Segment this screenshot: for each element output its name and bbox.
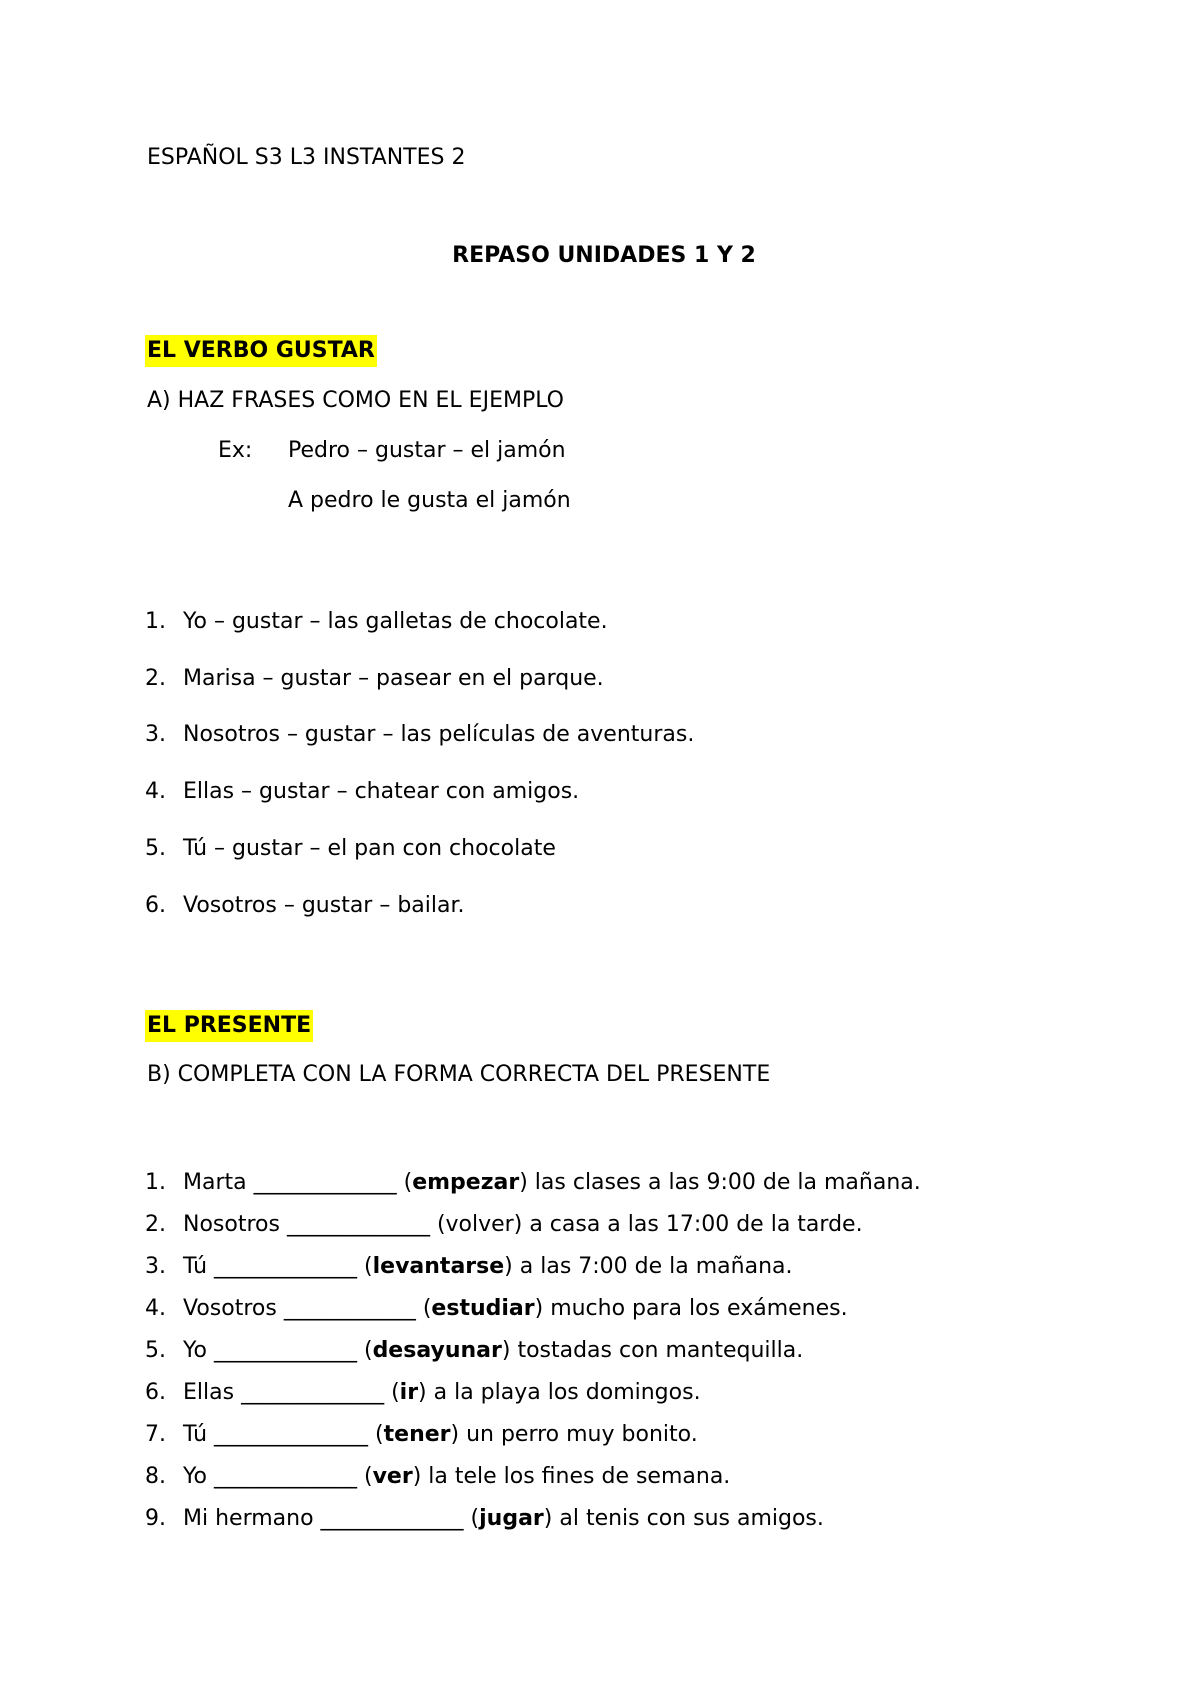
item-subject: Yo — [183, 1338, 207, 1363]
item-text: Mi hermano _____________ (jugar) al tenis con sus amigos. — [183, 1506, 824, 1531]
item-rest: a la playa los domingos. — [433, 1380, 701, 1405]
item-verb: ver — [372, 1464, 413, 1489]
item-number: 9. — [145, 1506, 166, 1531]
item-number: 2. — [145, 666, 166, 691]
item-verb: jugar — [479, 1506, 544, 1531]
item-number: 8. — [145, 1464, 166, 1489]
section-b-instruction: B) COMPLETA CON LA FORMA CORRECTA DEL PRESENTE — [147, 1062, 771, 1087]
item-rest: las clases a las 9:00 de la mañana. — [534, 1170, 921, 1195]
section-b-heading-text: EL PRESENTE — [145, 1010, 313, 1042]
item-text: Nosotros _____________ (volver) a casa a las 17:00 de la tarde. — [183, 1212, 863, 1237]
item-text: Ellas – gustar – chatear con amigos. — [183, 779, 580, 804]
item-rest: un perro muy bonito. — [466, 1422, 698, 1447]
page-title: REPASO UNIDADES 1 Y 2 — [452, 243, 756, 268]
item-number: 5. — [145, 1338, 166, 1363]
example-answer: A pedro le gusta el jamón — [288, 488, 571, 513]
answer-blank[interactable]: _____________ — [213, 1464, 357, 1489]
item-subject: Marta — [183, 1170, 247, 1195]
item-text: Tú ______________ (tener) un perro muy bonito. — [183, 1422, 698, 1447]
answer-blank[interactable]: _____________ — [320, 1506, 464, 1531]
item-text: Nosotros – gustar – las películas de aventuras. — [183, 722, 695, 747]
item-rest: tostadas con mantequilla. — [517, 1338, 804, 1363]
item-verb: ir — [399, 1380, 419, 1405]
item-subject: Nosotros — [183, 1212, 280, 1237]
section-b-heading — [145, 1015, 313, 1037]
item-subject: Yo — [183, 1464, 207, 1489]
section-a-heading-text: EL VERBO GUSTAR — [145, 335, 377, 367]
item-text: Tú _____________ (levantarse) a las 7:00 de la mañana. — [183, 1254, 793, 1279]
answer-blank[interactable]: ____________ — [283, 1296, 416, 1321]
item-number: 6. — [145, 1380, 166, 1405]
item-subject: Tú — [183, 1254, 208, 1279]
item-subject: Tú — [183, 1422, 208, 1447]
item-subject: Mi hermano — [183, 1506, 314, 1531]
item-rest: mucho para los exámenes. — [550, 1296, 848, 1321]
item-number: 7. — [145, 1422, 166, 1447]
item-subject: Ellas — [183, 1380, 235, 1405]
item-text: Yo _____________ (ver) la tele los fines de semana. — [183, 1464, 731, 1489]
item-number: 3. — [145, 1254, 166, 1279]
item-text: Ellas _____________ (ir) a la playa los domingos. — [183, 1380, 701, 1405]
item-text: Yo _____________ (desayunar) tostadas con mantequilla. — [183, 1338, 804, 1363]
answer-blank[interactable]: _____________ — [213, 1338, 357, 1363]
item-text: Vosotros – gustar – bailar. — [183, 893, 465, 918]
item-subject: Vosotros — [183, 1296, 277, 1321]
item-number: 3. — [145, 722, 166, 747]
example-prompt: Pedro – gustar – el jamón — [288, 438, 566, 463]
item-text: Yo – gustar – las galletas de chocolate. — [183, 609, 608, 634]
section-a-heading — [145, 340, 377, 362]
item-number: 1. — [145, 609, 166, 634]
example-label: Ex: — [218, 438, 253, 463]
item-number: 4. — [145, 779, 166, 804]
item-verb: desayunar — [372, 1338, 502, 1363]
item-rest: al tenis con sus amigos. — [559, 1506, 824, 1531]
item-text: Vosotros ____________ (estudiar) mucho para los exámenes. — [183, 1296, 848, 1321]
item-verb: volver — [445, 1212, 514, 1237]
answer-blank[interactable]: _____________ — [241, 1380, 385, 1405]
item-number: 5. — [145, 836, 166, 861]
course-line: ESPAÑOL S3 L3 INSTANTES 2 — [147, 145, 466, 170]
answer-blank[interactable]: _____________ — [253, 1170, 397, 1195]
item-rest: a las 7:00 de la mañana. — [519, 1254, 793, 1279]
item-verb: levantarse — [372, 1254, 505, 1279]
item-verb: tener — [383, 1422, 451, 1447]
item-verb: estudiar — [431, 1296, 535, 1321]
item-number: 1. — [145, 1170, 166, 1195]
item-text: Tú – gustar – el pan con chocolate — [183, 836, 556, 861]
item-number: 2. — [145, 1212, 166, 1237]
item-rest: a casa a las 17:00 de la tarde. — [529, 1212, 863, 1237]
item-verb: empezar — [412, 1170, 520, 1195]
item-text: Marta _____________ (empezar) las clases a las 9:00 de la mañana. — [183, 1170, 921, 1195]
item-rest: la tele los fines de semana. — [428, 1464, 731, 1489]
section-a-instruction: A) HAZ FRASES COMO EN EL EJEMPLO — [147, 388, 565, 413]
answer-blank[interactable]: ______________ — [214, 1422, 369, 1447]
answer-blank[interactable]: _____________ — [286, 1212, 430, 1237]
answer-blank[interactable]: _____________ — [214, 1254, 358, 1279]
item-number: 4. — [145, 1296, 166, 1321]
item-number: 6. — [145, 893, 166, 918]
item-text: Marisa – gustar – pasear en el parque. — [183, 666, 604, 691]
